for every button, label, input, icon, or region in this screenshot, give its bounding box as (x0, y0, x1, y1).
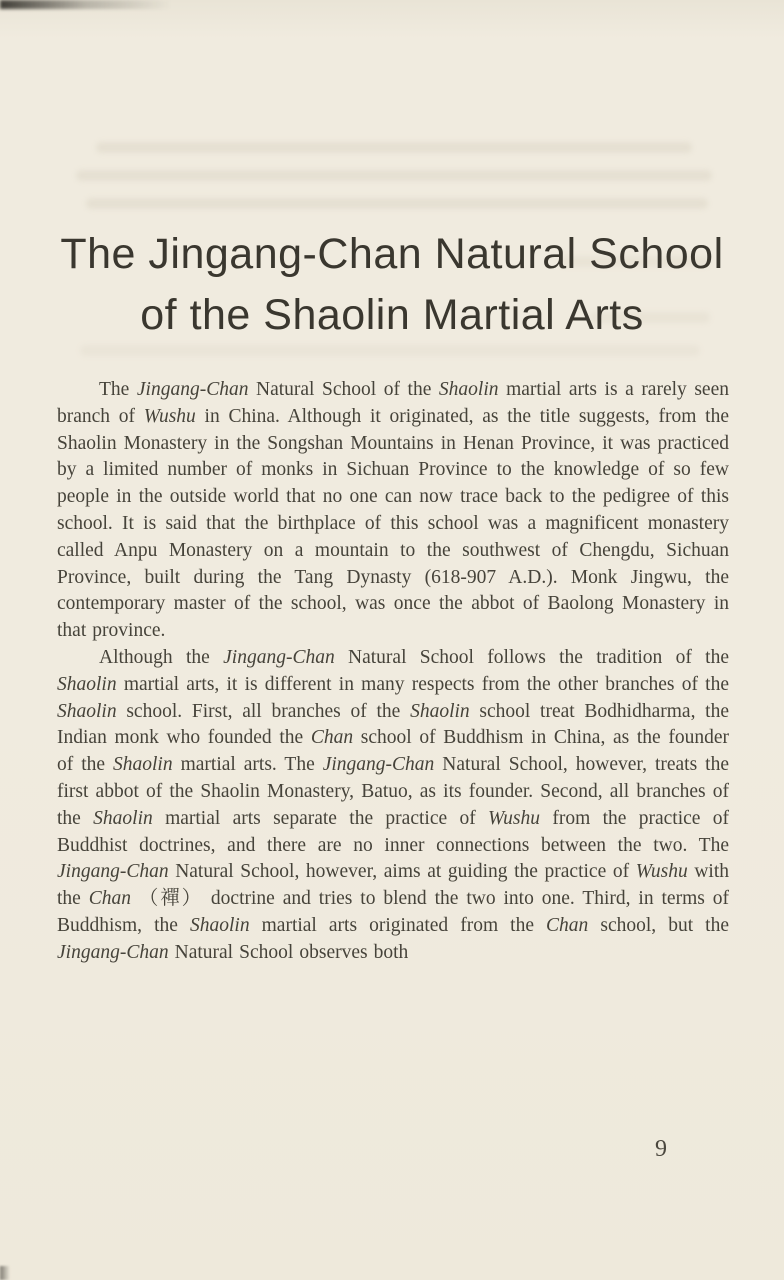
italic-term: Wushu (143, 405, 196, 427)
italic-term: Shaolin (189, 914, 250, 936)
paragraph (57, 645, 729, 967)
italic-term: Shaolin (113, 754, 173, 776)
text-run: martial arts. The (172, 754, 323, 776)
text-run: Natural School, however, treats the first abbot of the Shaolin Monastery, Batuo, as its founder. Second, all branches of the (57, 754, 729, 829)
italic-term: Jingang-Chan (57, 861, 169, 883)
italic-term: Shaolin (410, 700, 470, 722)
page-title-line-2: of the Shaolin Martial Arts (140, 291, 644, 339)
text-run: with the (57, 861, 729, 910)
show-through-ghosting (80, 345, 700, 356)
text-run: Natural School of the (248, 379, 439, 400)
text-run: Although the (99, 646, 224, 668)
italic-term: Shaolin (93, 807, 153, 829)
text-run: in China. Although it originated, as the title suggests, from the Shaolin Monastery in the Songshan Mountains in Henan Province, it was practiced by a limited number of monks in Sichuan Province to the knowledge of so few people in the outside world that no one can now trace back to the pedigree of this school. It is said that the birthplace of this school was a magnificent monastery called Anpu Monastery on a mountain to the southwest of Chengdu, Sichuan Province, built during the Tang Dynasty (618-907 A.D.). Monk Jingwu, the contemporary master of the school, was once the abbot of Baolong Monastery in that province. (57, 405, 729, 642)
italic-term: Jingang-Chan (322, 754, 435, 776)
show-through-ghosting (86, 198, 708, 209)
italic-term: Wushu (488, 807, 541, 829)
text-run: martial arts is a rarely seen branch of (57, 379, 729, 427)
text-run: school, but the (588, 914, 729, 936)
text-run: martial arts separate the practice of (152, 807, 489, 829)
italic-term: Jingang-Chan (136, 379, 249, 400)
body-text (57, 377, 729, 967)
text-run: Natural School observes both (168, 941, 409, 963)
text-run: Natural School follows the tradition of the (334, 646, 729, 668)
text-run: school. First, all branches of the (116, 700, 411, 722)
italic-term: Jingang-Chan (57, 941, 169, 963)
italic-term: Shaolin (57, 673, 117, 695)
text-run: The (99, 379, 137, 400)
italic-term: Chan (546, 914, 589, 936)
text-run: Natural School, however, aims at guiding the practice of (168, 861, 636, 883)
text-run: school treat Bodhidharma, the Indian monk who founded the (57, 700, 730, 749)
scan-artifact-top-left (0, 0, 190, 9)
text-run: school of Buddhism in China, as the founder of the (57, 727, 730, 776)
italic-term: Shaolin (57, 700, 117, 722)
text-run: martial arts originated from the (249, 914, 547, 936)
italic-term: Jingang-Chan (223, 646, 335, 668)
show-through-ghosting (76, 170, 712, 181)
text-run: martial arts, it is different in many respects from the other branches of the (116, 673, 729, 695)
italic-term: Chan (88, 888, 131, 910)
scan-artifact-bottom-left (0, 1266, 10, 1280)
page-title (0, 224, 784, 346)
paragraph (57, 377, 729, 645)
italic-term: Shaolin (438, 379, 499, 400)
italic-term: Chan (310, 727, 354, 749)
italic-term: Wushu (635, 861, 688, 883)
page-title-line-1: The Jingang-Chan Natural School (60, 230, 724, 278)
page-number: 9 (655, 1136, 667, 1162)
show-through-ghosting (96, 142, 692, 153)
text-run: from the practice of Buddhist doctrines, and there are no inner connections between the two. The (57, 807, 729, 856)
text-run: （禪） doctrine and tries to blend the two into one. Third, in terms of Buddhism, the (57, 888, 729, 936)
